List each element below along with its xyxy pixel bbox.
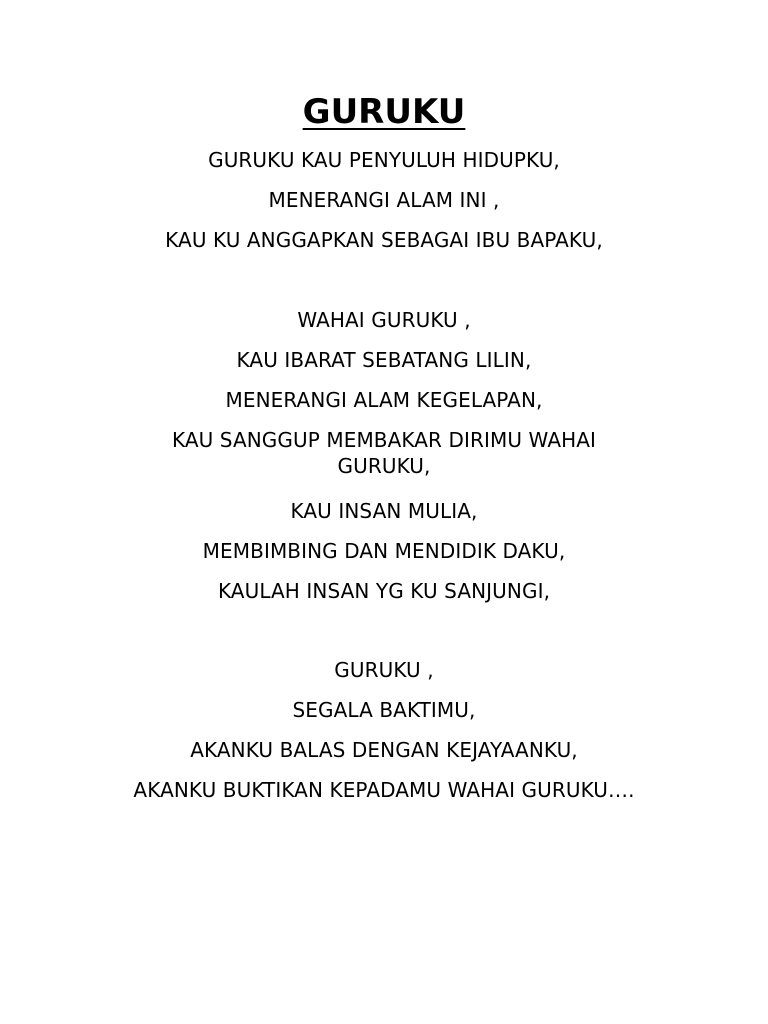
poem-line: AKANKU BUKTIKAN KEPADAMU WAHAI GURUKU….: [133, 778, 635, 802]
poem-line: MENERANGI ALAM KEGELAPAN,: [225, 388, 543, 412]
poem-line: SEGALA BAKTIMU,: [292, 698, 476, 722]
poem-line: KAU INSAN MULIA,: [290, 499, 478, 523]
poem-line: MENERANGI ALAM INI ,: [268, 188, 500, 212]
poem-line: KAU KU ANGGAPKAN SEBAGAI IBU BAPAKU,: [165, 228, 603, 252]
poem-line: MEMBIMBING DAN MENDIDIK DAKU,: [202, 539, 566, 563]
poem-line: AKANKU BALAS DENGAN KEJAYAANKU,: [190, 738, 578, 762]
poem-line: WAHAI GURUKU ,: [297, 308, 471, 332]
poem-title: GURUKU: [302, 92, 466, 132]
poem-line: KAU IBARAT SEBATANG LILIN,: [236, 348, 532, 372]
poem-line: KAU SANGGUP MEMBAKAR DIRIMU WAHAI GURUKU,: [171, 428, 597, 478]
poem-line: GURUKU KAU PENYULUH HIDUPKU,: [208, 148, 560, 172]
poem-line: KAULAH INSAN YG KU SANJUNGI,: [217, 579, 551, 603]
poem-line: GURUKU ,: [334, 658, 434, 682]
